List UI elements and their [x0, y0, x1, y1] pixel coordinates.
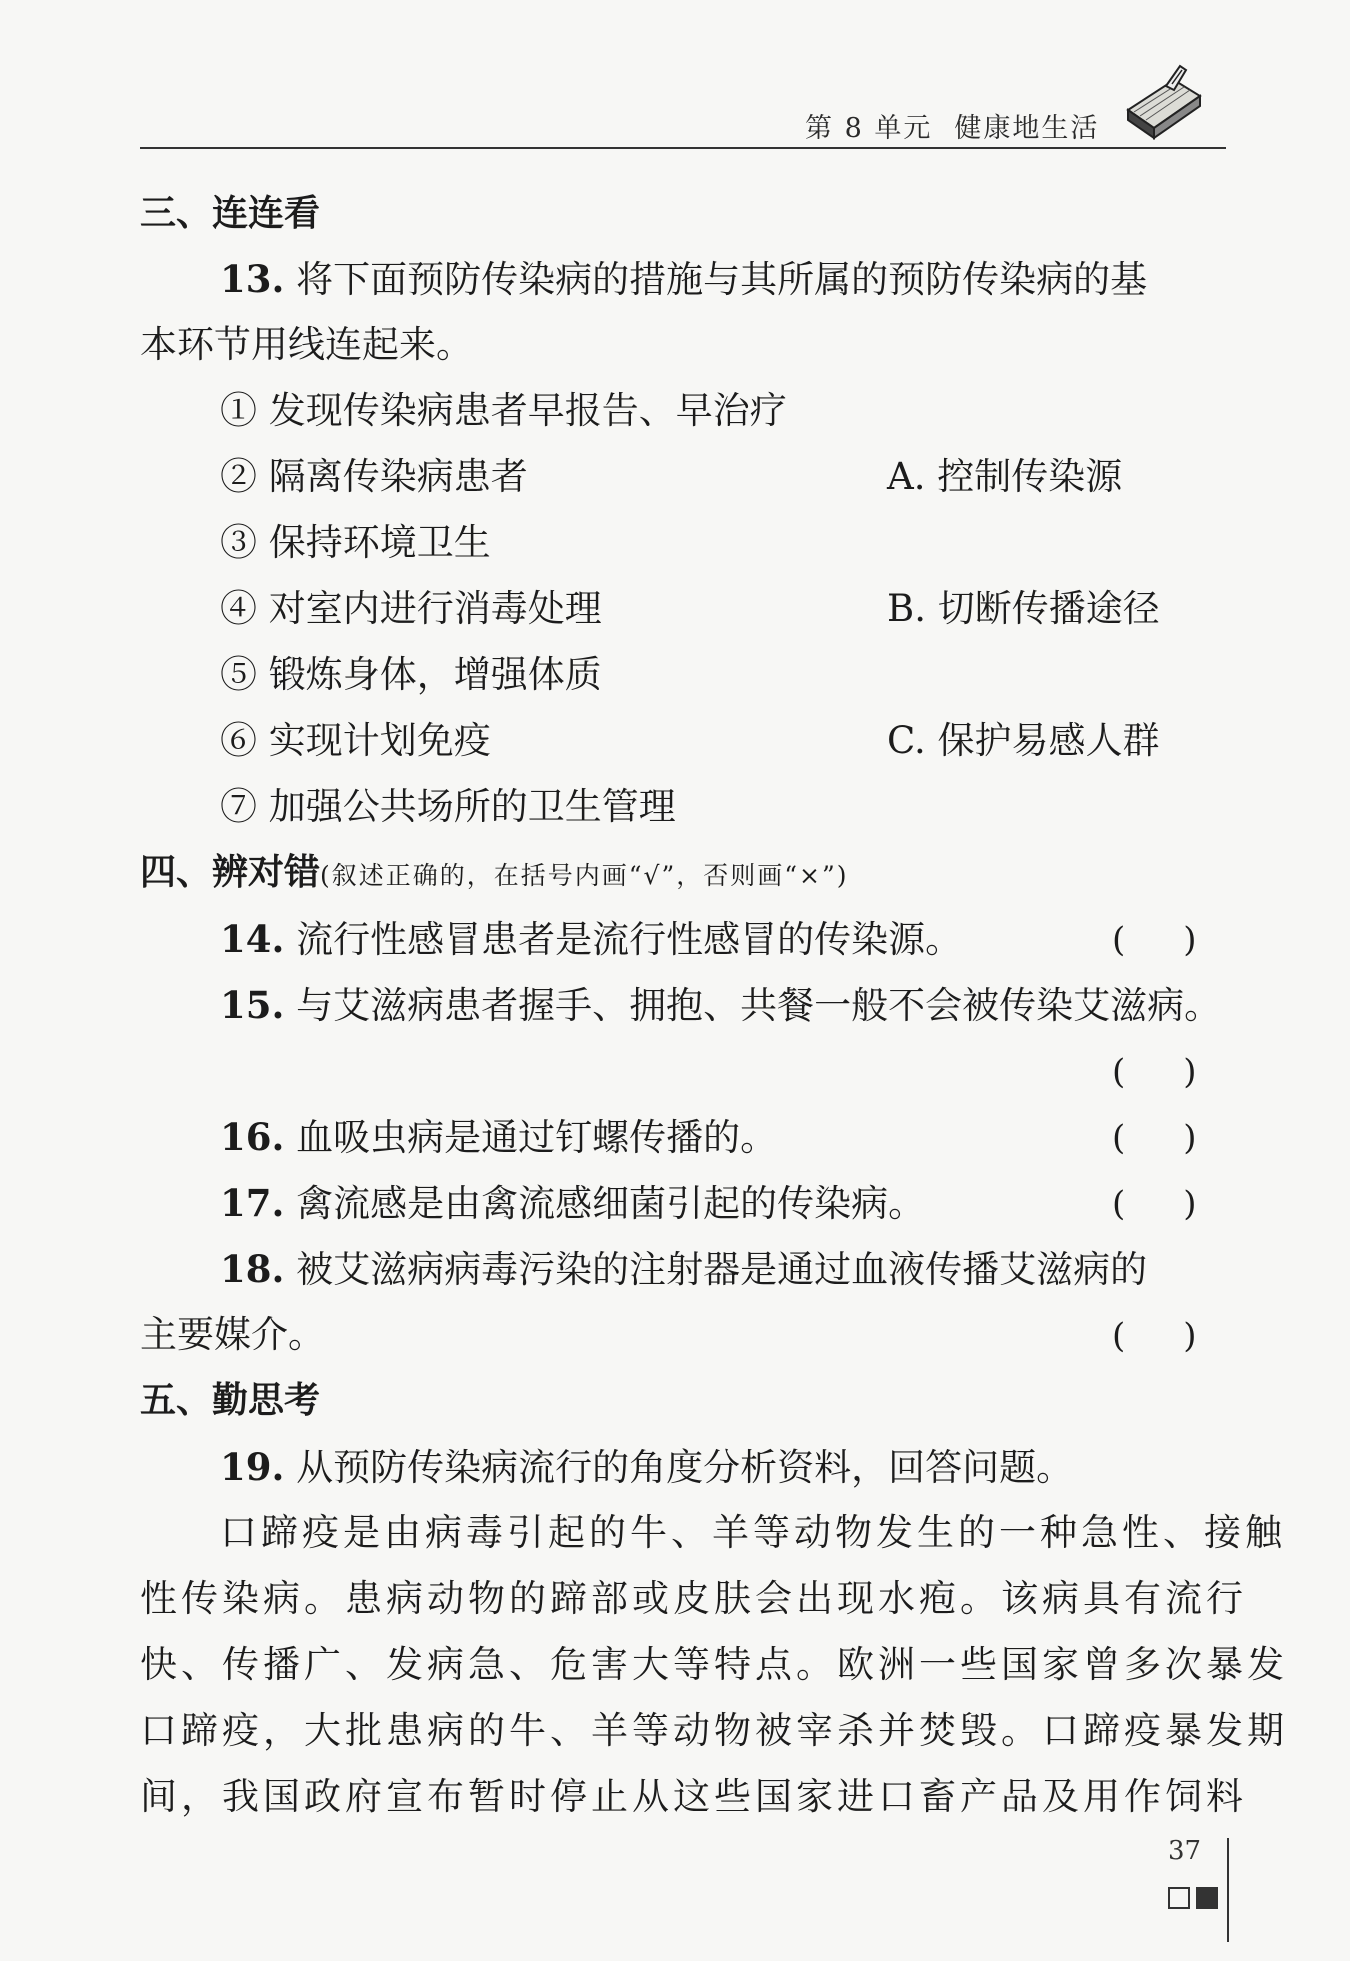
- answer-paren-18[interactable]: ( ): [1112, 1316, 1197, 1356]
- answer-paren-15[interactable]: ( ): [1112, 1052, 1197, 1092]
- passage-line-1: 口蹄疫是由病毒引起的牛、羊等动物发生的一种急性、接触: [220, 1511, 1286, 1554]
- passage-line-4: 口蹄疫，大批患病的牛、羊等动物被宰杀并焚毁。口蹄疫暴发期: [140, 1709, 1288, 1752]
- question-18-number: 18.: [220, 1247, 285, 1291]
- answer-paren-14[interactable]: ( ): [1112, 920, 1197, 960]
- answer-paren-16[interactable]: ( ): [1112, 1118, 1197, 1158]
- link-option-c: C. 保护易感人群: [887, 719, 1160, 762]
- question-15-number: 15.: [220, 983, 285, 1027]
- running-header: [805, 106, 1099, 145]
- measure-6: ⑥ 实现计划免疫: [220, 719, 491, 762]
- empty-square-icon: [1168, 1887, 1190, 1909]
- answer-paren-17[interactable]: ( ): [1112, 1184, 1197, 1224]
- question-13-line1: [220, 257, 1147, 302]
- question-18-line1: [220, 1247, 1147, 1292]
- question-13-text: 将下面预防传染病的措施与其所属的预防传染病的基: [296, 258, 1148, 301]
- unit-title: 健康地生活: [954, 113, 1100, 144]
- question-14: [220, 917, 962, 962]
- measure-3: ③ 保持环境卫生: [220, 521, 491, 564]
- measure-5: ⑤ 锻炼身体，增强体质: [220, 653, 602, 696]
- link-option-b: B. 切断传播途径: [887, 587, 1160, 630]
- question-17-text: 禽流感是由禽流感细菌引起的传染病。: [296, 1182, 926, 1225]
- section-4-title-row: [140, 851, 849, 894]
- question-17: [220, 1181, 925, 1226]
- section-4-title: 四、辨对错: [140, 852, 321, 893]
- footer-divider: [1227, 1838, 1229, 1942]
- question-19: [220, 1445, 1073, 1490]
- unit-label: 第 8 单元: [805, 113, 933, 144]
- question-16-text: 血吸虫病是通过钉螺传播的。: [296, 1116, 778, 1159]
- book-icon: [1122, 62, 1202, 144]
- question-15: [220, 983, 1221, 1028]
- question-18-line2: 主要媒介。: [140, 1313, 325, 1356]
- filled-square-icon: [1196, 1887, 1218, 1909]
- passage-line-3: 快、传播广、发病急、危害大等特点。欧洲一些国家曾多次暴发: [140, 1643, 1288, 1686]
- measure-4: ④ 对室内进行消毒处理: [220, 587, 602, 630]
- section-4-hint: (叙述正确的，在括号内画“√”，否则画“×”): [320, 861, 849, 890]
- link-option-a: A. 控制传染源: [887, 455, 1123, 498]
- question-17-number: 17.: [220, 1181, 285, 1225]
- question-14-text: 流行性感冒患者是流行性感冒的传染源。: [296, 918, 963, 961]
- question-13-line2: 本环节用线连起来。: [140, 323, 473, 366]
- header-divider: [140, 147, 1226, 149]
- question-19-text: 从预防传染病流行的角度分析资料，回答问题。: [296, 1446, 1074, 1489]
- section-5-title: 五、勤思考: [140, 1380, 321, 1421]
- question-19-number: 19.: [220, 1445, 285, 1489]
- passage-line-2: 性传染病。患病动物的蹄部或皮肤会出现水疱。该病具有流行: [140, 1577, 1247, 1620]
- question-16: [220, 1115, 777, 1160]
- section-3-title: 三、连连看: [140, 193, 321, 234]
- question-18-text: 被艾滋病病毒污染的注射器是通过血液传播艾滋病的: [296, 1248, 1148, 1291]
- question-14-number: 14.: [220, 917, 285, 961]
- question-13-number: 13.: [220, 257, 285, 301]
- question-16-number: 16.: [220, 1115, 285, 1159]
- measure-7: ⑦ 加强公共场所的卫生管理: [220, 785, 676, 828]
- measure-1: ① 发现传染病患者早报告、早治疗: [220, 389, 787, 432]
- question-15-text: 与艾滋病患者握手、拥抱、共餐一般不会被传染艾滋病。: [296, 984, 1222, 1027]
- page-number: 37: [1168, 1836, 1202, 1866]
- passage-line-5: 间，我国政府宣布暂时停止从这些国家进口畜产品及用作饲料: [140, 1775, 1247, 1818]
- measure-2: ② 隔离传染病患者: [220, 455, 528, 498]
